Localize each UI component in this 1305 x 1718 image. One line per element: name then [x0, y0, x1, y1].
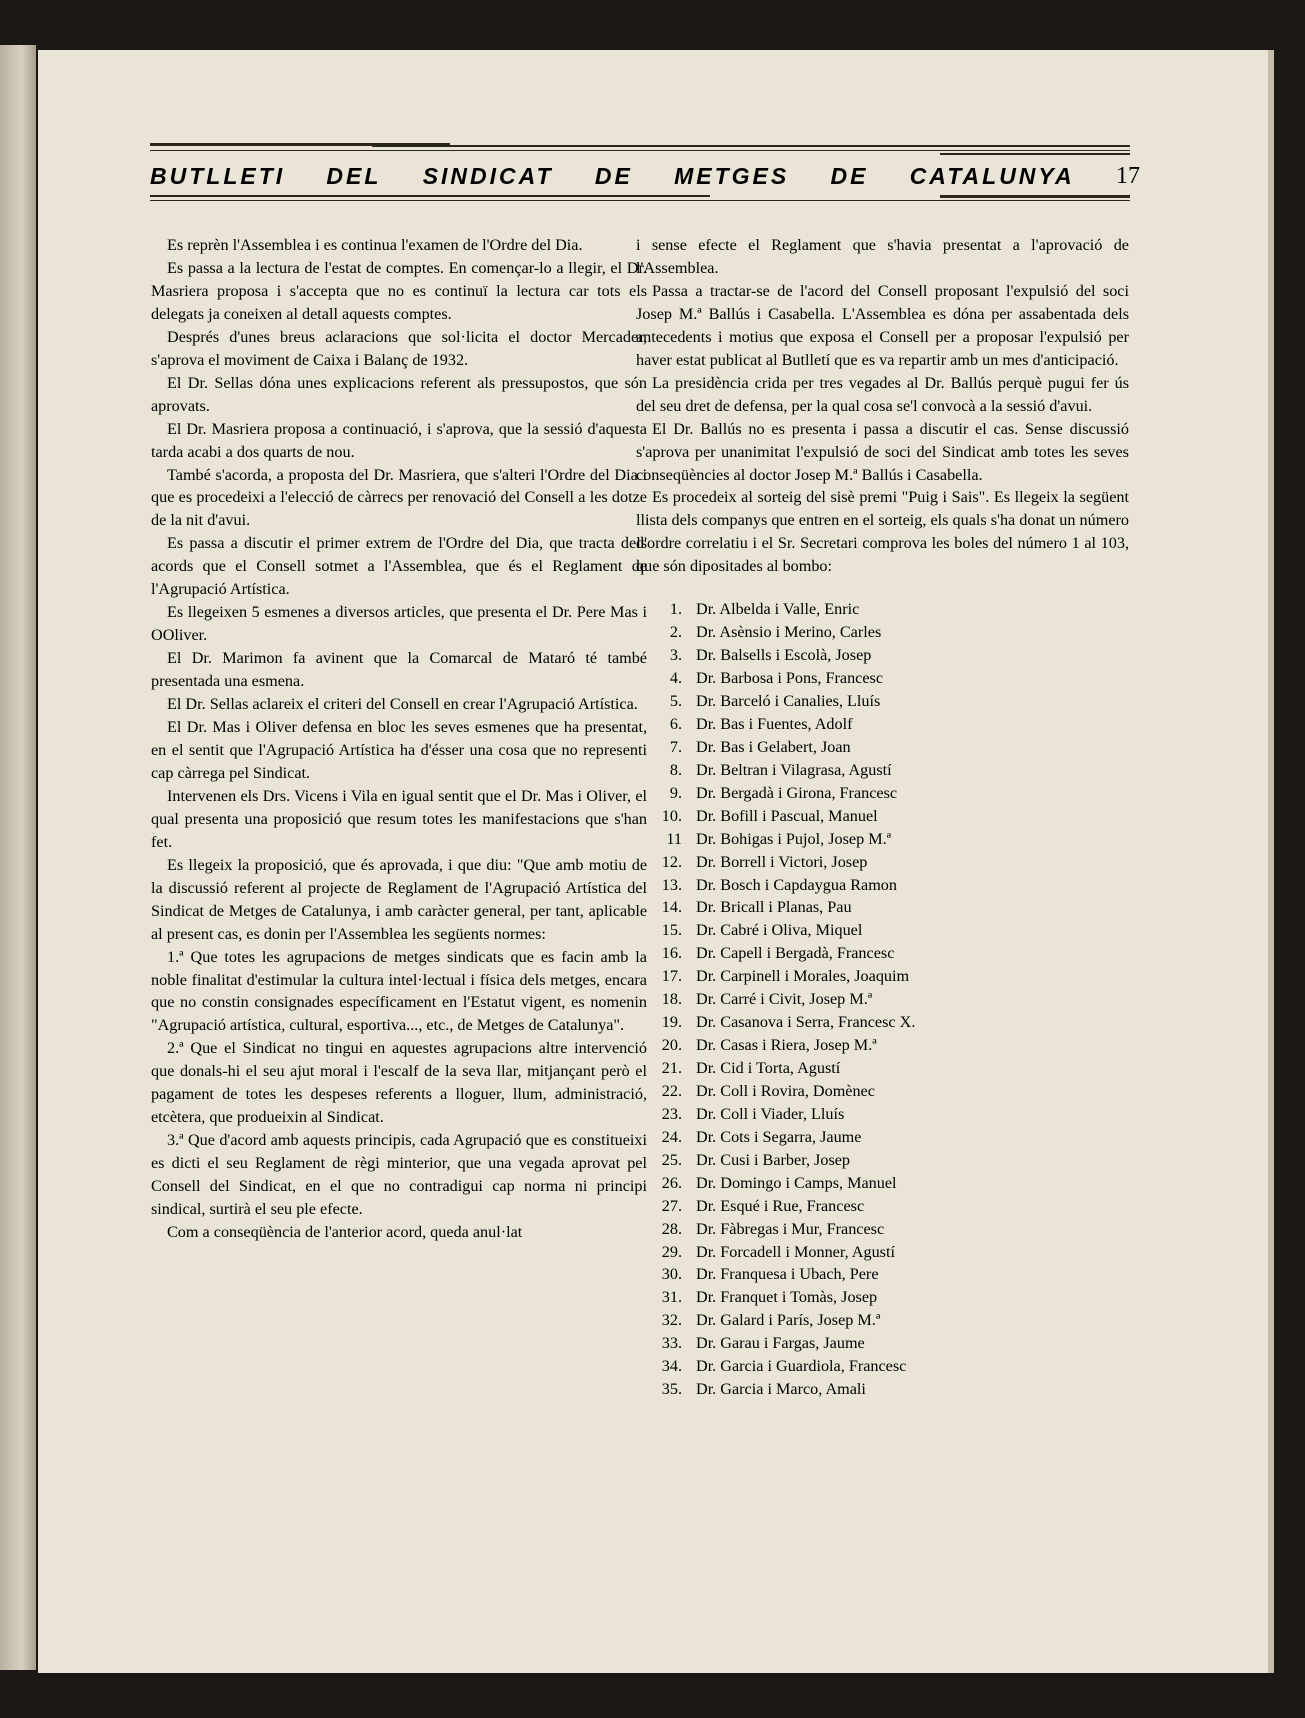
right-column	[636, 234, 1129, 1401]
list-item	[636, 1057, 1129, 1080]
list-item-number: 13.	[661, 875, 682, 894]
list-item	[636, 1378, 1129, 1401]
list-item-number: 6.	[669, 714, 682, 733]
list-item	[636, 965, 1129, 988]
paragraph: El Dr. Sellas dóna unes explicacions referent als pressupostos, que són aprovats.	[151, 373, 647, 415]
list-item	[636, 1263, 1129, 1286]
header-word: CATALUNYA	[909, 162, 1075, 189]
raffle-list	[636, 598, 1129, 1401]
paragraph: Es reprèn l'Assemblea i es continua l'examen de l'Ordre del Dia.	[167, 236, 583, 254]
list-item-number: 10.	[661, 806, 682, 825]
list-item-number: 12.	[661, 852, 682, 871]
paragraph: També s'acorda, a proposta del Dr. Masriera, que s'alteri l'Ordre del Dia i que es procedeixi a l'elecció de càrrecs per renovació del Consell a les dotze de la nit d'avui.	[151, 465, 647, 530]
list-item-name: Dr. Garcia i Marco, Amali	[696, 1380, 866, 1399]
list-item-number: 30.	[661, 1265, 682, 1284]
list-item	[636, 1286, 1129, 1309]
list-item-number: 8.	[669, 760, 682, 779]
paragraph: Després d'unes breus aclaracions que sol·licita el doctor Mercader, s'aprova el moviment de Caixa i Balanç de 1932.	[151, 327, 647, 369]
list-item-number: 11	[666, 829, 682, 848]
list-item-name: Dr. Albelda i Valle, Enric	[696, 600, 860, 619]
header-rule-bottom-left	[150, 195, 710, 197]
list-item-number: 9.	[669, 783, 682, 802]
list-item-number: 19.	[661, 1013, 682, 1032]
list-item	[636, 598, 1129, 621]
page-edge	[1268, 50, 1274, 1673]
list-item-name: Dr. Barceló i Canalies, Lluís	[696, 692, 881, 711]
list-item-number: 17.	[661, 967, 682, 986]
list-item-name: Dr. Bosch i Capdaygua Ramon	[696, 875, 897, 894]
left-column	[151, 234, 647, 1244]
list-item-name: Dr. Garcia i Guardiola, Francesc	[696, 1357, 907, 1376]
list-item	[636, 1218, 1129, 1241]
list-item	[636, 919, 1129, 942]
list-item	[636, 1172, 1129, 1195]
list-item-name: Dr. Coll i Viader, Lluís	[696, 1104, 845, 1123]
list-item-name: Dr. Cid i Torta, Agustí	[696, 1059, 841, 1078]
list-item	[636, 736, 1129, 759]
list-item	[636, 1149, 1129, 1172]
paragraph: 2.ª Que el Sindicat no tingui en aquestes agrupacions altre intervenció que donals-hi el seu ajut moral i l'escalf de la seva llar, mitjançant però el pagament de totes les despeses referents a lloguer, llum, administració, etcètera, que produeixin al Sindicat.	[151, 1039, 647, 1127]
paragraph: La presidència crida per tres vegades al Dr. Ballús perquè pugui fer ús del seu dret de defensa, per la qual cosa se'l convocà a la sessió d'avui.	[636, 373, 1129, 415]
list-item	[636, 782, 1129, 805]
list-item-number: 31.	[661, 1288, 682, 1307]
list-item-name: Dr. Cots i Segarra, Jaume	[696, 1127, 862, 1146]
list-item-number: 27.	[661, 1196, 682, 1215]
header-word: BUTLLETI	[150, 162, 286, 189]
list-item-number: 16.	[661, 944, 682, 963]
list-item-number: 14.	[661, 898, 682, 917]
list-item-name: Dr. Asènsio i Merino, Carles	[696, 623, 882, 642]
list-item	[636, 713, 1129, 736]
list-item-name: Dr. Cusi i Barber, Josep	[696, 1150, 851, 1169]
list-item-number: 20.	[661, 1036, 682, 1055]
list-item-name: Dr. Carré i Civit, Josep M.ª	[696, 990, 873, 1009]
list-item-name: Dr. Barbosa i Pons, Francesc	[696, 669, 884, 688]
paragraph: El Dr. Sellas aclareix el criteri del Consell en crear l'Agrupació Artística.	[167, 695, 638, 714]
list-item	[636, 1103, 1129, 1126]
header-word: DEL	[326, 162, 382, 189]
list-item-name: Dr. Franquet i Tomàs, Josep	[696, 1288, 878, 1307]
list-item-name: Dr. Balsells i Escolà, Josep	[696, 646, 872, 665]
paragraph: i sense efecte el Reglament que s'havia presentat a l'aprovació de l'Assemblea.	[636, 236, 1129, 277]
list-item-name: Dr. Bohigas i Pujol, Josep M.ª	[696, 829, 892, 848]
list-item	[636, 1011, 1129, 1034]
paragraph: El Dr. Masriera proposa a continuació, i s'aprova, que la sessió d'aquesta tarda acabi a dos quarts de nou.	[151, 419, 647, 461]
list-item-name: Dr. Bricall i Planas, Pau	[696, 898, 852, 917]
header-rule-bottom-right	[940, 195, 1130, 198]
list-item	[636, 1126, 1129, 1149]
list-item	[636, 896, 1129, 919]
list-item-number: 4.	[669, 669, 682, 688]
list-item-name: Dr. Cabré i Oliva, Miquel	[696, 921, 863, 940]
list-item-number: 3.	[669, 646, 682, 665]
list-item	[636, 759, 1129, 782]
paragraph: Passa a tractar-se de l'acord del Consell proposant l'expulsió del soci Josep M.ª Ballús i Casabella. L'Assemblea es dóna per assabentada dels antecedents i motius que exposa el Consell per a proposar l'expulsió per haver estat publicat al Butlletí que es va repartir amb un mes d'anticipació.	[636, 281, 1129, 369]
list-item-name: Dr. Franquesa i Ubach, Pere	[696, 1265, 879, 1284]
list-item-number: 28.	[661, 1219, 682, 1238]
list-item	[636, 690, 1129, 713]
list-item-name: Dr. Forcadell i Monner, Agustí	[696, 1242, 895, 1261]
list-item-number: 5.	[669, 692, 682, 711]
list-item-name: Dr. Casanova i Serra, Francesc X.	[696, 1013, 916, 1032]
list-item-number: 22.	[661, 1081, 682, 1100]
list-item-name: Dr. Bas i Gelabert, Joan	[696, 737, 851, 756]
page-number: 17	[1115, 162, 1140, 189]
list-item-number: 32.	[661, 1311, 682, 1330]
list-item	[636, 1332, 1129, 1355]
paragraph: Intervenen els Drs. Vicens i Vila en igual sentit que el Dr. Mas i Oliver, el qual presenta una proposició que resum totes les manifestacions que s'han fet.	[151, 786, 647, 851]
list-item-number: 34.	[661, 1357, 682, 1376]
list-item	[636, 1355, 1129, 1378]
paragraph: Es procedeix al sorteig del sisè premi "Puig i Sais". Es llegeix la següent llista dels companys que entren en el sorteig, els quals s'ha donat un número d'ordre correlatiu i el Sr. Secretari comprova les boles del número 1 al 103, que són dipositades al bombo:	[636, 488, 1129, 576]
list-item-name: Dr. Capell i Bergadà, Francesc	[696, 944, 895, 963]
previous-page-edge	[0, 45, 36, 1670]
paragraph: 3.ª Que d'acord amb aquests principis, cada Agrupació que es constitueixi es dicti el seu Reglament de règi minterior, que una vegada aprovat pel Consell del Sindicat, en el que no contradigui cap norma ni principi sindical, surtirà el seu ple efecte.	[151, 1131, 647, 1219]
header-rule-top-short	[150, 150, 1130, 151]
list-item	[636, 988, 1129, 1011]
paragraph: El Dr. Marimon fa avinent que la Comarcal de Mataró té també presentada una esmena.	[151, 649, 647, 691]
list-item-name: Dr. Coll i Rovira, Domènec	[696, 1081, 875, 1100]
list-item-number: 23.	[661, 1104, 682, 1123]
paragraph: El Dr. Mas i Oliver defensa en bloc les seves esmenes que ha presentat, en el sentit que l'Agrupació Artística ha d'ésser una cosa que no representi cap càrrega pel Sindicat.	[151, 718, 647, 782]
list-item-name: Dr. Carpinell i Morales, Joaquim	[696, 967, 910, 986]
paragraph: 1.ª Que totes les agrupacions de metges sindicats que es facin amb la noble finalitat d'estimular la cultura intel·lectual i física dels metges, encara que no constin consignades específicament en l'Estatut vigent, es nomenin "Agrupació artística, cultural, esportiva..., etc., de Metges de Catalunya".	[151, 947, 647, 1035]
list-item-number: 29.	[661, 1242, 682, 1261]
list-item	[636, 1034, 1129, 1057]
list-item-number: 35.	[661, 1380, 682, 1399]
header-rule-top-right	[940, 153, 1130, 155]
list-item	[636, 942, 1129, 965]
header-word: DE	[830, 162, 869, 189]
list-item-number: 26.	[661, 1173, 682, 1192]
list-item-name: Dr. Galard i París, Josep M.ª	[696, 1311, 881, 1330]
list-item-name: Dr. Fàbregas i Mur, Francesc	[696, 1219, 885, 1238]
list-item-name: Dr. Casas i Riera, Josep M.ª	[696, 1036, 877, 1055]
list-item-name: Dr. Bofill i Pascual, Manuel	[696, 806, 878, 825]
list-item	[636, 621, 1129, 644]
list-item	[636, 851, 1129, 874]
header-rule-bottom-thin	[150, 200, 1130, 201]
paragraph: Es llegeix la proposició, que és aprovada, i que diu: "Que amb motiu de la discussió referent al projecte de Reglament de l'Agrupació Artística del Sindicat de Metges de Catalunya, i amb caràcter general, per tant, aplicable al present cas, es donin per l'Assemblea les següents normes:	[151, 855, 647, 943]
list-item-number: 33.	[661, 1334, 682, 1353]
paragraph: Es llegeixen 5 esmenes a diversos articles, que presenta el Dr. Pere Mas i OOliver.	[151, 603, 647, 645]
list-item-number: 15.	[661, 921, 682, 940]
list-item-name: Dr. Bas i Fuentes, Adolf	[696, 714, 853, 733]
paragraph: Com a conseqüència de l'anterior acord, queda anul·lat	[167, 1222, 523, 1241]
list-item-name: Dr. Garau i Fargas, Jaume	[696, 1334, 865, 1353]
header-word: SINDICAT	[422, 162, 554, 189]
list-item	[636, 644, 1129, 667]
list-item	[636, 805, 1129, 828]
running-header	[150, 163, 1140, 189]
header-word: DE	[594, 162, 633, 189]
paragraph: Es passa a la lectura de l'estat de comptes. En començar-lo a llegir, el Dr. Masriera proposa i s'accepta que no es continuï la lectura car tots els delegats ja coneixen al detall aquests comptes.	[151, 258, 647, 323]
list-item-number: 2.	[669, 623, 682, 642]
list-item-number: 18.	[661, 990, 682, 1009]
list-item-name: Dr. Domingo i Camps, Manuel	[696, 1173, 897, 1192]
list-item	[636, 874, 1129, 897]
header-word: METGES	[674, 162, 790, 189]
list-item	[636, 828, 1129, 851]
list-item	[636, 1195, 1129, 1218]
list-item-number: 24.	[661, 1127, 682, 1146]
list-item-number: 7.	[669, 737, 682, 756]
paragraph: El Dr. Ballús no es presenta i passa a discutir el cas. Sense discussió s'aprova per unanimitat l'expulsió de soci del Sindicat amb totes les seves conseqüències al doctor Josep M.ª Ballús i Casabella.	[636, 419, 1129, 484]
list-item-name: Dr. Borrell i Victori, Josep	[696, 852, 868, 871]
header-rule-top-long	[372, 145, 1130, 147]
list-item-number: 21.	[661, 1059, 682, 1078]
list-item-number: 25.	[661, 1150, 682, 1169]
list-item-number: 1.	[669, 600, 682, 619]
paragraph: Es passa a discutir el primer extrem de l'Ordre del Dia, que tracta dels acords que el Consell sotmet a l'Assemblea, que és el Reglament de l'Agrupació Artística.	[151, 534, 647, 599]
list-item	[636, 667, 1129, 690]
list-item	[636, 1241, 1129, 1264]
list-item	[636, 1080, 1129, 1103]
list-item	[636, 1309, 1129, 1332]
list-item-name: Dr. Beltran i Vilagrasa, Agustí	[696, 760, 892, 779]
list-item-name: Dr. Esqué i Rue, Francesc	[696, 1196, 865, 1215]
list-item-name: Dr. Bergadà i Girona, Francesc	[696, 783, 898, 802]
